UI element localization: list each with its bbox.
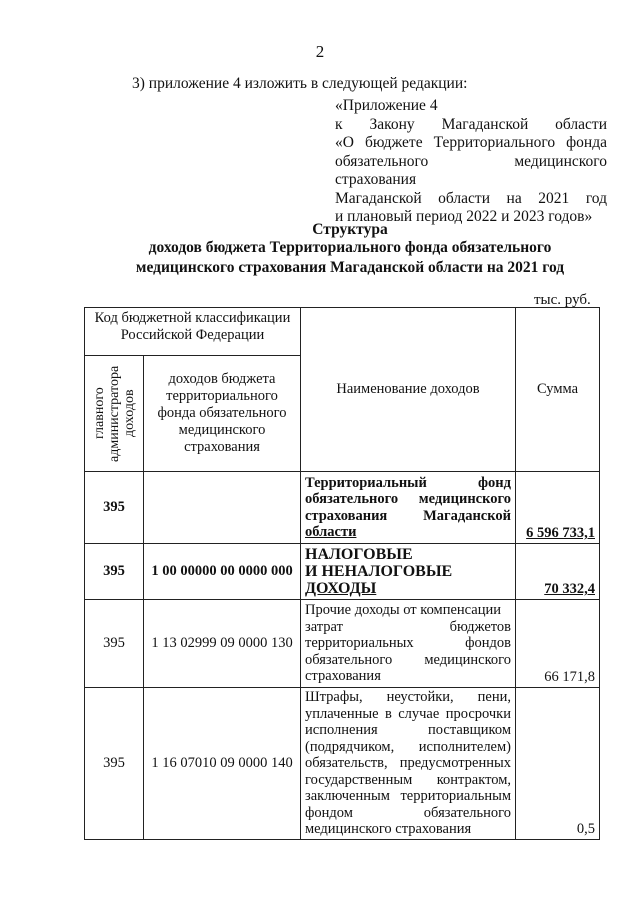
row-admin: 395 [85, 600, 144, 688]
row-name-line: области [305, 524, 357, 540]
row-code: 1 13 02999 09 0000 130 [144, 600, 301, 688]
row-name-line: обязательного медицинского [305, 651, 511, 668]
row-code: 1 00 00000 00 0000 000 [144, 544, 301, 600]
row-admin: 395 [85, 688, 144, 840]
row-code: 1 16 07010 09 0000 140 [144, 688, 301, 840]
row-name [301, 544, 516, 600]
row-name-line: уплаченные в случае просрочки [305, 705, 511, 722]
row-name-line: страхования Магаданской [305, 507, 511, 524]
row-name-line: фондом обязательного [305, 804, 511, 821]
income-table [84, 307, 600, 840]
row-name-line: затрат бюджетов [305, 618, 511, 635]
header-admin: главного администратора доходов [91, 365, 137, 462]
row-name [301, 472, 516, 544]
row-name-line: исполнения поставщиком [305, 722, 511, 739]
annex-line: «Приложение 4 [335, 97, 438, 114]
annex-heading [335, 97, 607, 227]
annex-line: и плановый период 2022 и 2023 годов» [335, 208, 593, 225]
header-income-code: доходов бюджета территориального фонда обязательного медицинского страхования [144, 356, 301, 472]
header-name: Наименование доходов [301, 308, 516, 472]
doc-title-line2: доходов бюджета Территориального фонда обязательного [148, 239, 552, 256]
row-name-line: НАЛОГОВЫЕ [305, 546, 413, 563]
row-name-line: ДОХОДЫ [305, 580, 377, 597]
row-admin: 395 [85, 472, 144, 544]
doc-title-line3: медицинского страхования Магаданской области на 2021 год [135, 259, 565, 276]
annex-line: обязательного медицинского страхования [335, 152, 607, 188]
doc-title-line1: Структура [312, 221, 388, 238]
units-label: тыс. руб. [534, 292, 591, 308]
row-name-line: Штрафы, неустойки, пени, [305, 689, 511, 706]
row-name-line: территориальных фондов [305, 635, 511, 652]
row-name-line: обязательств, предусмотренных [305, 755, 511, 772]
row-name [301, 600, 516, 688]
row-name-line: государственным контрактом, [305, 771, 511, 788]
row-sum: 0,5 [516, 688, 600, 840]
row-name-line: (подрядчиком, исполнителем) [305, 738, 511, 755]
row-code [144, 472, 301, 544]
row-sum: 66 171,8 [516, 600, 600, 688]
header-sum: Сумма [516, 308, 600, 472]
row-name-line: обязательного медицинского [305, 491, 511, 507]
header-code-group: Код бюджетной классификации Российской Федерации [85, 308, 301, 356]
row-name-line: заключенным территориальным [305, 788, 511, 805]
header-admin-cell [85, 356, 144, 472]
row-name-line: страхования [305, 668, 381, 685]
intro-text: 3) приложение 4 изложить в следующей редакции: [132, 75, 468, 92]
table-row [85, 544, 600, 600]
row-sum: 70 332,4 [516, 544, 600, 600]
table-row [85, 688, 600, 840]
row-name-line: медицинского страхования [305, 821, 472, 838]
row-name-line: И НЕНАЛОГОВЫЕ [305, 563, 453, 580]
table-row [85, 600, 600, 688]
row-admin: 395 [85, 544, 144, 600]
annex-line: к Закону Магаданской области [335, 115, 607, 133]
row-sum: 6 596 733,1 [516, 472, 600, 544]
annex-line: «О бюджете Территориального фонда [335, 134, 607, 151]
row-name-line: Территориальный фонд [305, 474, 511, 491]
annex-line: Магаданской области на 2021 год [335, 189, 607, 207]
row-name [301, 688, 516, 840]
table-row [85, 472, 600, 544]
page-number: 2 [315, 42, 325, 61]
row-name-line: Прочие доходы от компенсации [305, 602, 502, 619]
